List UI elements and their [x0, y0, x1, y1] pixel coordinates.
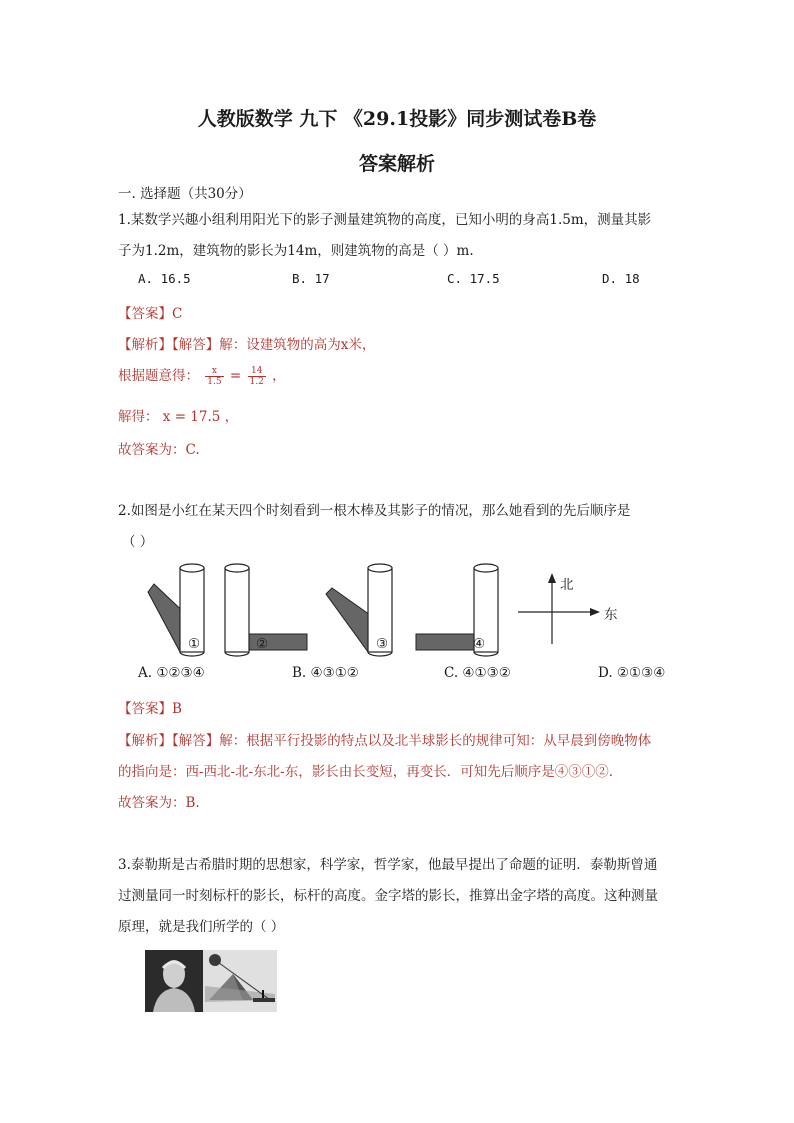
q2-stick-2-top — [225, 564, 249, 572]
q1-analysis-tag: 【解析】【解答】 — [118, 337, 220, 353]
q2-figure-4 — [416, 564, 498, 656]
q2-conclusion: 故答案为：B. — [118, 795, 200, 811]
q2-option-c: C. ④①③② — [444, 665, 511, 681]
q2-analysis-line2: 的指向是：西-西北-北-东北-东，影长由长变短，再变长．可知先后顺序是④③①②． — [118, 764, 623, 780]
q2-compass-north-arrow — [548, 573, 556, 583]
q2-analysis-text1: 解：根据平行投影的特点以及北半球影长的规律可知：从早晨到傍晚物体 — [219, 733, 652, 749]
q2-option-d: D. ②①③④ — [598, 665, 666, 681]
q1-solve: 解得： x = 17.5 ， — [118, 409, 239, 425]
q1-stem-line2: 子为1.2m，建筑物的影长为14m，则建筑物的高是（ ）m. — [118, 243, 474, 259]
page-title: 人教版数学 九下 《29.1投影》同步测试卷B卷 — [197, 108, 597, 130]
page-subtitle: 答案解析 — [358, 153, 435, 175]
q2-stick-1-top — [180, 564, 204, 572]
q2-compass-east-arrow — [590, 608, 600, 616]
q3-stem-line3: 原理，就是我们所学的（ ） — [118, 919, 285, 935]
q3-photo — [145, 950, 277, 1012]
q2-figure-label-3: ③ — [376, 636, 389, 652]
q3-stem-line1: 3.泰勒斯是古希腊时期的思想家，科学家，哲学家，他最早提出了命题的证明．泰勒斯曾通 — [118, 857, 658, 873]
q1-answer: 【答案】C — [118, 306, 183, 322]
q1-analysis-text: 解：设建筑物的高为x米， — [219, 337, 376, 353]
q2-answer: 【答案】B — [118, 701, 182, 717]
q1-analysis — [118, 333, 375, 353]
q2-compass — [518, 573, 600, 644]
q2-figure-label-2: ② — [256, 636, 269, 652]
q1-eq-right-den: 1.2 — [249, 377, 264, 387]
q2-analysis-line1 — [118, 729, 651, 749]
q1-eq-left-num: x — [205, 366, 223, 377]
q1-option-d: D. 18 — [602, 271, 640, 286]
q3-stem-line2: 过测量同一时刻标杆的影长，标杆的高度。金字塔的影长，推算出金字塔的高度。这种测量 — [118, 888, 658, 904]
q2-stick-3-top — [368, 564, 392, 572]
q1-option-c: C. 17.5 — [447, 271, 500, 286]
q1-eq-label: 根据题意得： — [118, 368, 199, 384]
q2-figure-label-4: ④ — [473, 636, 486, 652]
q2-figure-label-1: ① — [188, 636, 201, 652]
q2-stem-line2: （ ） — [122, 534, 154, 550]
q1-option-a: A. 16.5 — [138, 271, 191, 286]
q1-eq-right-fraction — [248, 366, 266, 387]
q1-option-b: B. 17 — [292, 271, 330, 286]
q1-eq-end: ， — [272, 368, 286, 384]
q1-conclusion: 故答案为：C. — [118, 442, 200, 458]
q1-eq-equals: = — [229, 368, 242, 384]
section-heading: 一. 选择题（共30分） — [118, 186, 252, 202]
q1-eq-right-num: 14 — [248, 366, 266, 377]
q2-stem-line1: 2.如图是小红在某天四个时刻看到一根木棒及其影子的情况，那么她看到的先后顺序是 — [118, 503, 631, 519]
q2-stick-2 — [225, 568, 249, 652]
q1-equation — [118, 364, 286, 387]
q2-option-b: B. ④③①② — [292, 665, 359, 681]
q3-pyramid-image — [203, 950, 277, 1012]
q2-option-a: A. ①②③④ — [138, 665, 205, 681]
q2-analysis-tag: 【解析】【解答】 — [118, 733, 220, 749]
q2-compass-north-label: 北 — [560, 577, 574, 593]
q3-bust-image — [145, 950, 203, 1012]
q1-stem-line1: 1.某数学兴趣小组利用阳光下的影子测量建筑物的高度，已知小明的身高1.5m，测量其影 — [118, 212, 652, 228]
q1-eq-left-fraction — [205, 366, 223, 387]
q2-stick-4-top — [474, 564, 498, 572]
q2-compass-east-label: 东 — [604, 607, 618, 623]
q1-eq-left-den: 1.5 — [207, 377, 222, 387]
